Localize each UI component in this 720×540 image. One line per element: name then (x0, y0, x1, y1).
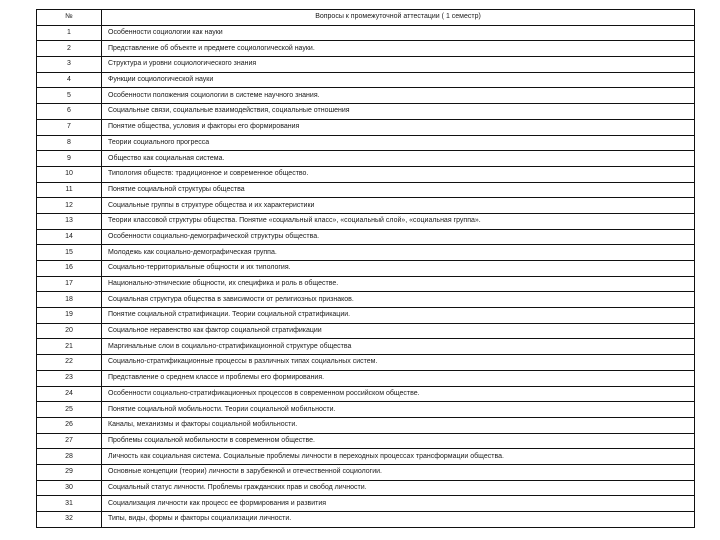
row-number: 7 (37, 119, 102, 135)
row-number: 29 (37, 464, 102, 480)
row-number: 20 (37, 323, 102, 339)
table-row (37, 72, 695, 88)
table-row (37, 213, 695, 229)
row-number: 5 (37, 88, 102, 104)
question-text: Социально-стратификационные процессы в различных типах социальных систем. (102, 355, 695, 371)
question-text: Понятие социальной стратификации. Теории социальной стратификации. (102, 308, 695, 324)
row-number: 8 (37, 135, 102, 151)
row-number: 16 (37, 261, 102, 277)
table-row (37, 245, 695, 261)
table-row (37, 355, 695, 371)
table-row (37, 433, 695, 449)
question-text: Маргинальные слои в социально-стратификационной структуре общества (102, 339, 695, 355)
table-row (37, 323, 695, 339)
table-row (37, 261, 695, 277)
table-row (37, 198, 695, 214)
table-row (37, 308, 695, 324)
question-text: Каналы, механизмы и факторы социальной мобильности. (102, 417, 695, 433)
question-text: Особенности социально-демографической структуры общества. (102, 229, 695, 245)
row-number: 14 (37, 229, 102, 245)
table-row (37, 417, 695, 433)
table-row (37, 386, 695, 402)
question-text: Проблемы социальной мобильности в современном обществе. (102, 433, 695, 449)
row-number: 2 (37, 41, 102, 57)
question-text: Функции социологической науки (102, 72, 695, 88)
row-number: 1 (37, 25, 102, 41)
table-row (37, 370, 695, 386)
question-text: Молодежь как социально-демографическая группа. (102, 245, 695, 261)
row-number: 31 (37, 496, 102, 512)
row-number: 6 (37, 104, 102, 120)
question-text: Социальные группы в структуре общества и их характеристики (102, 198, 695, 214)
table-row (37, 292, 695, 308)
question-text: Социальный статус личности. Проблемы гражданских прав и свобод личности. (102, 480, 695, 496)
table-row (37, 402, 695, 418)
table-row (37, 135, 695, 151)
row-number: 3 (37, 57, 102, 73)
row-number: 13 (37, 213, 102, 229)
questions-document (36, 9, 695, 528)
question-text: Особенности социологии как науки (102, 25, 695, 41)
table-row (37, 480, 695, 496)
table-row (37, 464, 695, 480)
table-row (37, 276, 695, 292)
table-row (37, 229, 695, 245)
question-text: Общество как социальная система. (102, 151, 695, 167)
table-row (37, 496, 695, 512)
row-number: 24 (37, 386, 102, 402)
questions-table (36, 9, 695, 528)
row-number: 12 (37, 198, 102, 214)
table-row (37, 512, 695, 528)
question-text: Структура и уровни социологического знания (102, 57, 695, 73)
table-row (37, 25, 695, 41)
row-number: 4 (37, 72, 102, 88)
question-text: Основные концепции (теории) личности в зарубежной и отечественной социологии. (102, 464, 695, 480)
row-number: 18 (37, 292, 102, 308)
table-row (37, 119, 695, 135)
table-row (37, 57, 695, 73)
table-row (37, 166, 695, 182)
row-number: 10 (37, 166, 102, 182)
row-number: 26 (37, 417, 102, 433)
question-text: Понятие социальной структуры общества (102, 182, 695, 198)
row-number: 28 (37, 449, 102, 465)
column-header-number: № (37, 10, 102, 26)
question-text: Теории социального прогресса (102, 135, 695, 151)
table-header-row (37, 10, 695, 26)
row-number: 9 (37, 151, 102, 167)
question-text: Социализация личности как процесс ее формирования и развития (102, 496, 695, 512)
table-row (37, 182, 695, 198)
question-text: Социальная структура общества в зависимости от религиозных признаков. (102, 292, 695, 308)
row-number: 27 (37, 433, 102, 449)
row-number: 11 (37, 182, 102, 198)
table-row (37, 339, 695, 355)
row-number: 17 (37, 276, 102, 292)
row-number: 22 (37, 355, 102, 371)
question-text: Личность как социальная система. Социальные проблемы личности в переходных процессах трансформации общества. (102, 449, 695, 465)
question-text: Особенности положения социологии в системе научного знания. (102, 88, 695, 104)
table-row (37, 104, 695, 120)
question-text: Особенности социально-стратификационных процессов в современном российском обществе. (102, 386, 695, 402)
row-number: 15 (37, 245, 102, 261)
row-number: 23 (37, 370, 102, 386)
table-row (37, 41, 695, 57)
table-row (37, 449, 695, 465)
table-row (37, 151, 695, 167)
question-text: Социально-территориальные общности и их типология. (102, 261, 695, 277)
column-header-title: Вопросы к промежуточной аттестации ( 1 семестр) (102, 10, 695, 26)
table-row (37, 88, 695, 104)
question-text: Понятие общества, условия и факторы его формирования (102, 119, 695, 135)
question-text: Типы, виды, формы и факторы социализации личности. (102, 512, 695, 528)
table-body (37, 25, 695, 527)
question-text: Представление об объекте и предмете социологической науки. (102, 41, 695, 57)
row-number: 30 (37, 480, 102, 496)
question-text: Социальное неравенство как фактор социальной стратификации (102, 323, 695, 339)
row-number: 19 (37, 308, 102, 324)
row-number: 32 (37, 512, 102, 528)
question-text: Представление о среднем классе и проблемы его формирования. (102, 370, 695, 386)
question-text: Понятие социальной мобильности. Теории социальной мобильности. (102, 402, 695, 418)
question-text: Теории классовой структуры общества. Понятие «социальный класс», «социальный слой», «социальная группа». (102, 213, 695, 229)
row-number: 21 (37, 339, 102, 355)
row-number: 25 (37, 402, 102, 418)
question-text: Национально-этнические общности, их специфика и роль в обществе. (102, 276, 695, 292)
question-text: Социальные связи, социальные взаимодействия, социальные отношения (102, 104, 695, 120)
question-text: Типология обществ: традиционное и современное общество. (102, 166, 695, 182)
